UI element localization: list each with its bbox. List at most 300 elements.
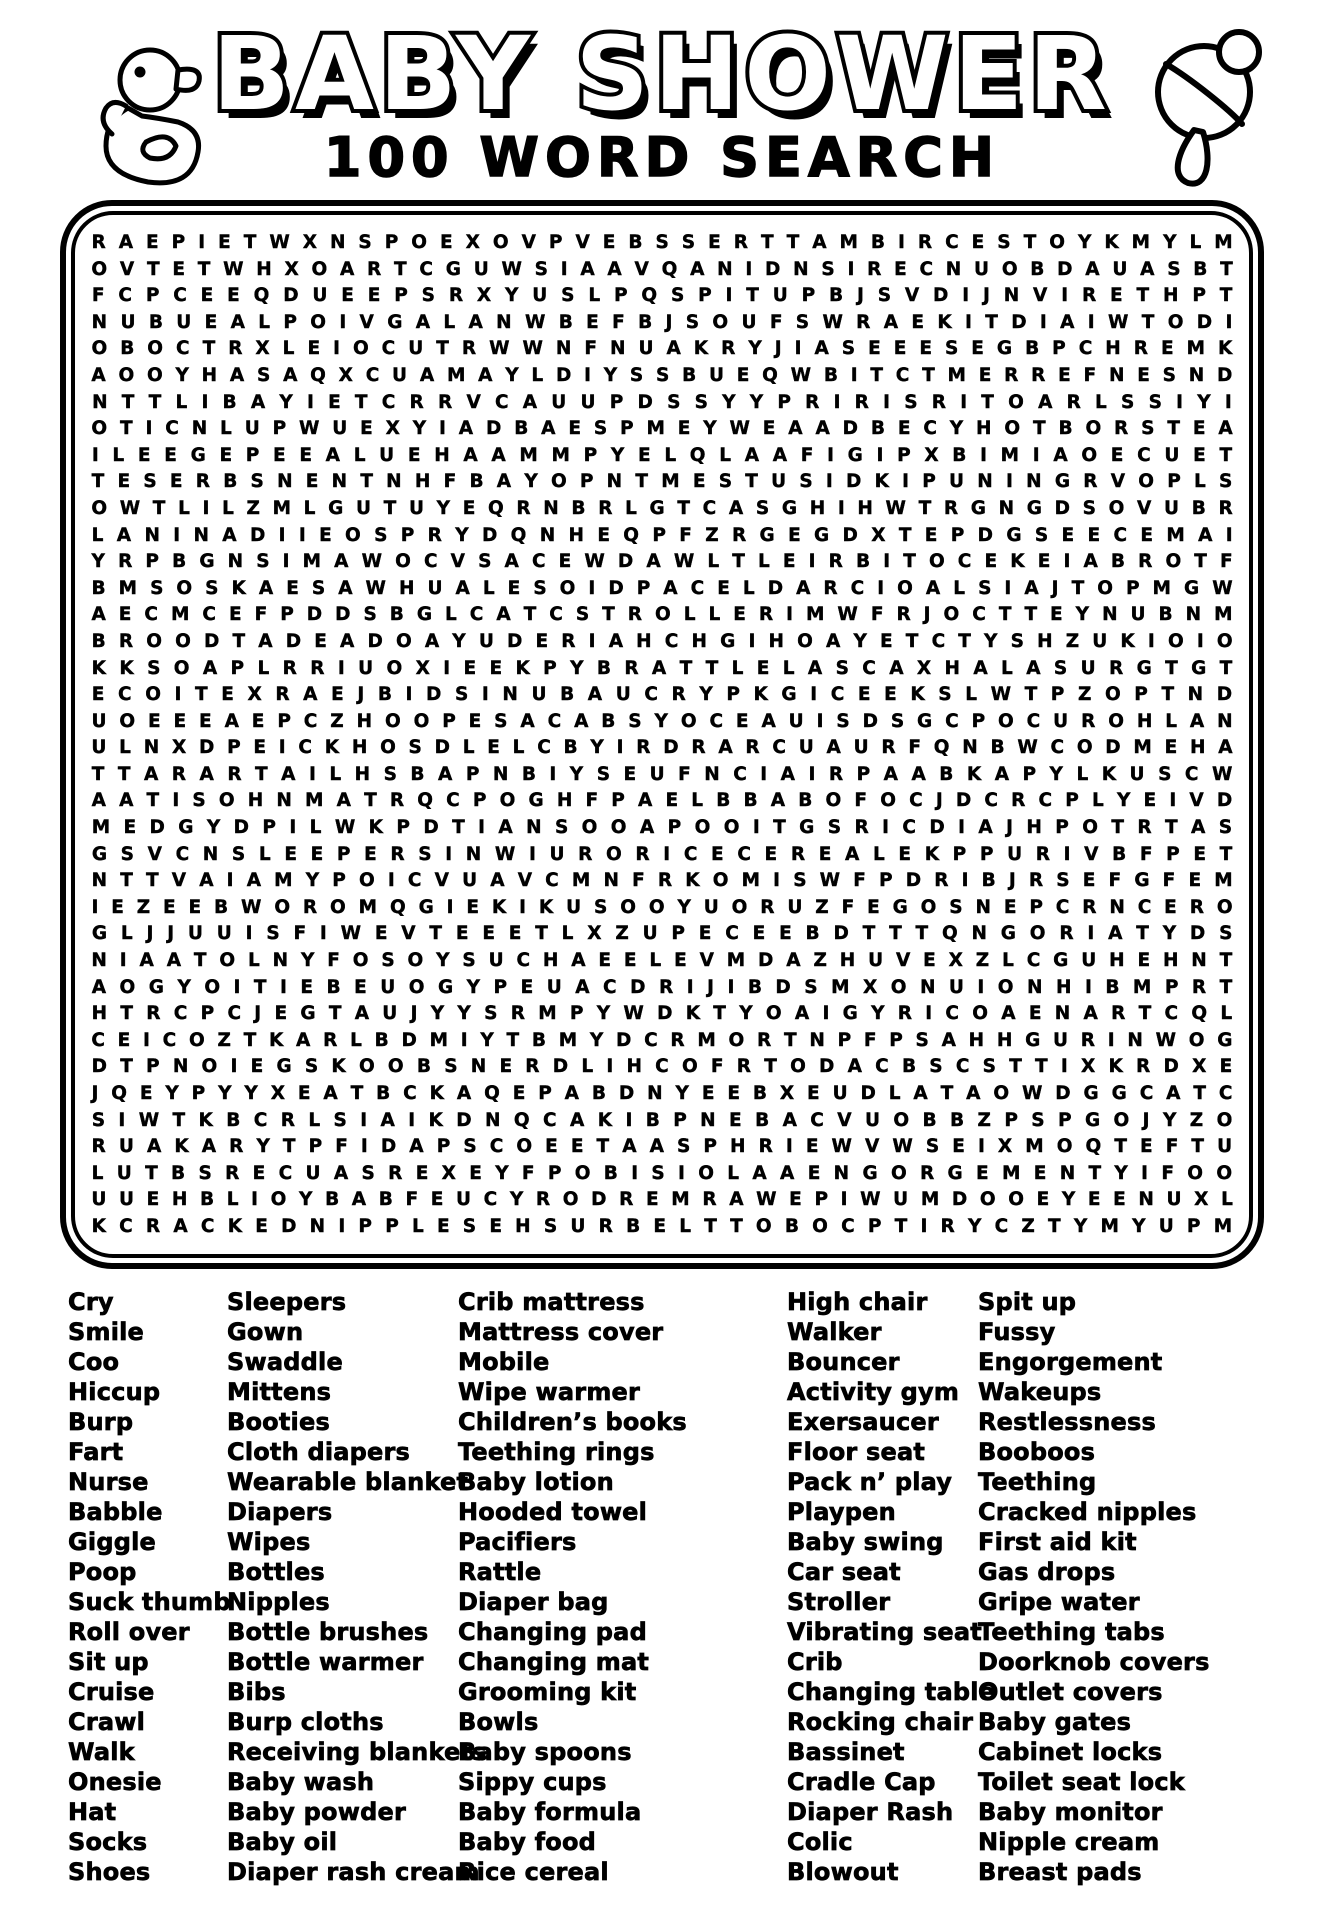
grid-letter: E [374,923,388,945]
grid-letter: A [994,763,1010,785]
grid-letter: J [357,684,365,706]
grid-letter: H [556,790,573,812]
grid-letter: T [705,657,719,679]
grid-letter: A [794,1003,810,1025]
grid-letter: R [228,338,243,360]
grid-letter: Y [677,896,691,918]
grid-letter: D [1189,923,1206,945]
grid-letter: U [1130,604,1146,626]
grid-letter: T [91,763,105,785]
grid-letter: S [904,391,918,413]
grid-letter: A [1083,1003,1098,1025]
grid-letter: U [642,923,658,945]
grid-letter: V [521,232,536,253]
grid-letter: Q [513,1109,530,1131]
grid-letter: I [1006,471,1013,493]
grid-letter: I [408,1109,416,1131]
grid-letter: S [358,232,372,253]
word-item: Diaper rash cream [227,1857,480,1886]
grid-letter: F [863,1029,877,1051]
grid-letter: P [394,285,408,307]
word-item: Nurse [68,1467,149,1496]
grid-letter: Q [1085,1136,1102,1158]
grid-letter: B [378,1189,393,1211]
grid-letter: N [1026,471,1042,493]
grid-letter: G [300,1003,316,1025]
word-item: Suck thumb [68,1587,231,1616]
grid-letter: W [223,258,244,280]
grid-letter: O [574,1162,591,1184]
grid-letter: L [512,737,525,759]
grid-letter: C [175,843,190,865]
grid-letter: H [1105,338,1121,360]
grid-letter: R [427,524,442,546]
grid-letter: S [462,950,476,972]
grid-letter: L [731,657,744,679]
grid-letter: A [415,311,431,333]
grid-letter: R [516,497,531,519]
grid-letter: E [894,258,907,280]
grid-letter: O [897,577,913,599]
grid-letter: S [561,285,575,307]
grid-letter: T [253,976,267,998]
grid-letter: I [850,364,858,386]
grid-letter: O [201,1056,218,1078]
grid-letter: U [864,1109,881,1131]
grid-letter: C [303,710,318,732]
grid-letter: E [455,923,469,945]
word-item: Baby powder [227,1797,407,1826]
grid-letter: P [465,763,480,785]
word-item: Socks [68,1827,148,1856]
grid-letter: E [228,604,242,626]
grid-letter: H [730,1136,746,1158]
grid-letter: J [707,976,714,998]
grid-letter: L [443,311,456,333]
grid-letter: E [923,950,936,972]
grid-letter: C [173,1003,188,1025]
grid-letter: S [534,258,548,280]
grid-letter: V [699,950,714,972]
grid-letter: E [893,338,907,360]
grid-letter: A [229,364,245,386]
grid-letter: I [226,870,234,892]
grid-letter: E [1028,1003,1042,1025]
word-search-grid-frame [71,211,1253,1258]
grid-letter: E [173,710,187,732]
grid-letter: O [550,471,567,493]
grid-letter: E [653,1215,667,1237]
grid-letter: E [199,710,212,732]
grid-letter: C [945,1003,959,1025]
grid-letter: X [338,364,353,386]
grid-letter: R [702,1189,717,1211]
grid-letter: G [781,497,798,519]
grid-letter: W [756,1189,777,1211]
grid-letter: G [178,817,194,839]
grid-letter: V [1110,471,1126,493]
grid-letter: J [1051,577,1059,599]
grid-letter: Y [703,418,717,440]
grid-letter: W [831,1136,852,1158]
grid-letter: E [971,232,985,253]
grid-letter: T [1024,604,1038,626]
grid-letter: Y [871,1003,885,1025]
word-item: Stroller [787,1587,891,1616]
grid-letter: C [1038,790,1053,812]
grid-letter: B [374,1029,389,1051]
word-item: Doorknob covers [978,1647,1210,1676]
grid-letter: S [363,604,377,626]
grid-letter: I [616,737,624,759]
grid-letter: N [1027,976,1043,998]
grid-letter: U [392,364,408,386]
grid-letter: B [743,790,758,812]
grid-letter: E [169,471,183,493]
grid-letter: E [274,1003,288,1025]
word-item: Wipe warmer [458,1377,641,1406]
grid-letter: O [516,1136,533,1158]
grid-letter: U [948,976,964,998]
grid-letter: H [414,471,431,493]
grid-letter: I [298,524,306,546]
grid-letter: Z [1021,1215,1035,1237]
grid-letter: C [118,684,132,706]
grid-letter: H [171,1189,188,1211]
grid-letter: C [278,1162,293,1184]
grid-letter: A [571,950,586,972]
grid-letter: A [966,1083,981,1104]
grid-letter: S [890,710,905,732]
grid-letter: A [91,604,106,626]
grid-letter: Y [722,391,736,413]
grid-letter: C [1113,524,1128,546]
grid-letter: T [958,630,971,652]
word-item: Spit up [978,1287,1077,1316]
grid-letter: I [786,604,794,626]
grid-letter: H [542,950,559,972]
grid-letter: M [1166,524,1185,546]
grid-letter: I [960,391,968,413]
grid-letter: Q [417,790,434,812]
word-item: Swaddle [227,1347,343,1376]
grid-letter: O [1008,391,1024,413]
grid-letter: C [1164,1003,1179,1025]
grid-letter: O [1188,1029,1205,1051]
grid-letter: U [532,285,548,307]
grid-letter: X [476,285,492,307]
grid-letter: N [945,258,962,280]
grid-letter: M [697,1029,716,1051]
grid-letter: B [755,1109,770,1131]
grid-letter: T [981,391,994,413]
grid-letter: A [845,843,860,865]
grid-letter: I [958,817,965,839]
grid-letter: I [1107,1029,1115,1051]
grid-letter: O [310,311,326,333]
grid-letter: C [931,630,946,652]
grid-letter: T [364,790,377,812]
grid-letter: N [647,1083,663,1104]
grid-row [85,629,1239,656]
word-item: Baby lotion [458,1467,614,1496]
grid-letter: L [353,444,366,466]
grid-letter: T [1193,1083,1207,1104]
grid-letter: P [952,843,967,865]
grid-letter: I [173,524,181,546]
grid-letter: T [894,1215,908,1237]
grid-letter: S [231,843,246,865]
grid-row [85,363,1239,390]
grid-letter: O [1108,497,1125,519]
grid-letter: I [883,551,891,573]
grid-letter: B [798,790,813,812]
grid-letter: B [856,551,871,573]
grid-letter: Z [975,950,990,972]
grid-row [85,1001,1239,1028]
grid-letter: R [171,763,187,785]
grid-letter: S [1219,923,1233,945]
grid-letter: W [138,1109,160,1131]
grid-letter: E [558,551,572,573]
grid-letter: M [1132,976,1152,998]
grid-letter: C [543,1109,557,1131]
grid-letter: T [786,232,800,253]
grid-letter: R [931,391,946,413]
grid-letter: O [1113,1109,1130,1131]
grid-letter: F [91,285,105,307]
grid-row [85,762,1239,789]
grid-letter: K [924,843,940,865]
grid-letter: L [257,657,270,679]
grid-letter: N [91,950,107,972]
grid-letter: A [575,976,590,998]
grid-letter: V [119,258,135,280]
grid-letter: I [1004,577,1012,599]
grid-letter: P [1050,684,1065,706]
grid-letter: U [408,338,424,360]
grid-letter: Y [256,1136,270,1158]
grid-row [85,283,1239,310]
grid-letter: G [1054,471,1070,493]
grid-letter: M [1214,870,1233,892]
grid-letter: B [752,1083,767,1104]
grid-letter: G [91,923,108,945]
word-item: Sleepers [227,1287,347,1316]
grid-letter: R [525,1056,540,1078]
word-item: Blowout [787,1857,899,1886]
grid-letter: U [118,1189,134,1211]
grid-letter: I [1063,551,1071,573]
grid-letter: E [779,923,792,945]
word-item: High chair [787,1287,928,1316]
grid-letter: P [979,843,994,865]
grid-letter: W [822,311,843,333]
grid-letter: D [281,1215,297,1237]
grid-letter: E [299,444,312,466]
grid-letter: A [478,364,493,386]
grid-letter: P [385,1215,399,1237]
grid-letter: C [1050,737,1065,759]
grid-letter: Q [689,444,706,466]
grid-letter: P [1125,577,1140,599]
grid-letter: E [111,896,124,918]
grid-letter: Y [570,657,584,679]
grid-letter: Z [217,1029,231,1051]
grid-letter: A [296,1029,311,1051]
grid-letter: O [606,843,622,865]
grid-letter: W [673,551,695,573]
grid-letter: O [1108,710,1124,732]
grid-letter: E [508,923,522,945]
grid-letter: T [783,1029,797,1051]
grid-letter: O [408,976,425,998]
grid-letter: S [915,1029,929,1051]
grid-letter: H [1136,710,1153,732]
grid-letter: B [870,232,886,253]
grid-letter: D [846,471,862,493]
grid-letter: A [1001,1003,1016,1025]
grid-letter: A [729,1189,744,1211]
grid-letter: G [799,817,815,839]
grid-letter: I [816,710,824,732]
grid-letter: C [381,338,396,360]
grid-letter: E [807,1083,820,1104]
grid-letter: S [478,551,492,573]
word-item: Car seat [787,1557,901,1586]
grid-letter: A [338,577,353,599]
grid-letter: K [491,896,507,918]
grid-letter: O [270,1189,287,1211]
grid-letter: O [146,364,163,386]
grid-letter: R [1136,1056,1151,1078]
grid-row [85,1214,1239,1241]
grid-letter: O [731,896,748,918]
grid-letter: E [1110,444,1124,466]
grid-letter: X [924,444,939,466]
grid-letter: E [319,524,332,546]
grid-letter: P [837,1029,852,1051]
grid-letter: T [905,630,919,652]
grid-letter: P [308,1136,323,1158]
grid-letter: R [118,630,134,652]
grid-letter: V [401,923,416,945]
grid-letter: L [258,311,271,333]
grid-letter: I [360,1136,368,1158]
grid-letter: O [581,817,598,839]
grid-letter: S [1034,524,1049,546]
grid-letter: T [596,1136,610,1158]
grid-letter: O [411,232,428,253]
grid-letter: J [254,1003,262,1025]
grid-letter: E [440,232,453,253]
grid-letter: B [1105,976,1120,998]
grid-letter: B [805,923,820,945]
grid-letter: P [652,524,666,546]
word-item: Cradle Cap [787,1767,936,1796]
grid-letter: A [118,232,134,253]
grid-letter: B [377,684,392,706]
grid-letter: T [1164,817,1178,839]
grid-letter: P [1134,684,1148,706]
grid-letter: U [91,1189,107,1211]
grid-letter: E [646,1189,659,1211]
grid-letter: L [1193,471,1206,493]
grid-letter: T [679,657,693,679]
grid-letter: U [551,391,567,413]
grid-letter: T [922,364,935,386]
word-item: Sit up [68,1647,149,1676]
grid-letter: W [819,870,841,892]
grid-letter: Q [933,737,950,759]
grid-letter: R [310,657,325,679]
grid-letter: N [227,551,244,573]
grid-letter: M [1000,444,1020,466]
grid-letter: L [649,950,662,972]
grid-letter: F [710,1056,724,1078]
grid-letter: Y [505,364,519,386]
grid-letter: O [413,710,430,732]
grid-letter: K [227,1215,243,1237]
grid-letter: E [752,923,766,945]
grid-letter: I [1063,843,1071,865]
grid-letter: O [119,976,136,998]
grid-letter: I [883,391,891,413]
grid-letter: F [679,524,692,546]
grid-letter: S [1010,630,1024,652]
grid-letter: T [1219,976,1233,998]
grid-letter: S [256,551,270,573]
grid-letter: R [275,684,290,706]
grid-letter: Q [487,497,504,519]
grid-letter: D [198,737,215,759]
grid-letter: N [919,976,936,998]
grid-letter: P [583,444,598,466]
grid-letter: N [1188,364,1205,386]
grid-letter: E [788,524,801,546]
grid-letter: A [978,817,993,839]
grid-letter: E [1036,1189,1050,1211]
grid-letter: I [825,471,833,493]
grid-letter: A [91,976,107,998]
grid-letter: R [917,232,933,253]
word-item: Diapers [227,1497,333,1526]
grid-letter: B [1058,418,1073,440]
grid-letter: I [445,843,453,865]
grid-letter: T [898,524,912,546]
grid-letter: W [522,338,543,360]
grid-letter: Z [705,524,719,546]
grid-letter: T [452,817,465,839]
grid-letter: H [839,950,856,972]
grid-letter: W [241,896,262,918]
grid-letter: F [1162,870,1176,892]
grid-row [85,656,1239,683]
grid-row [85,469,1239,496]
grid-letter: O [1187,1162,1204,1184]
grid-letter: F [335,1136,348,1158]
grid-letter: B [563,737,578,759]
grid-letter: R [1111,1003,1126,1025]
grid-letter: T [350,1083,364,1104]
grid-letter: O [218,790,235,812]
grid-letter: U [832,1083,848,1104]
grid-letter: H [247,790,264,812]
grid-letter: O [91,258,108,280]
word-item: Roll over [68,1617,190,1646]
grid-letter: D [775,976,791,998]
grid-letter: L [350,1029,362,1051]
